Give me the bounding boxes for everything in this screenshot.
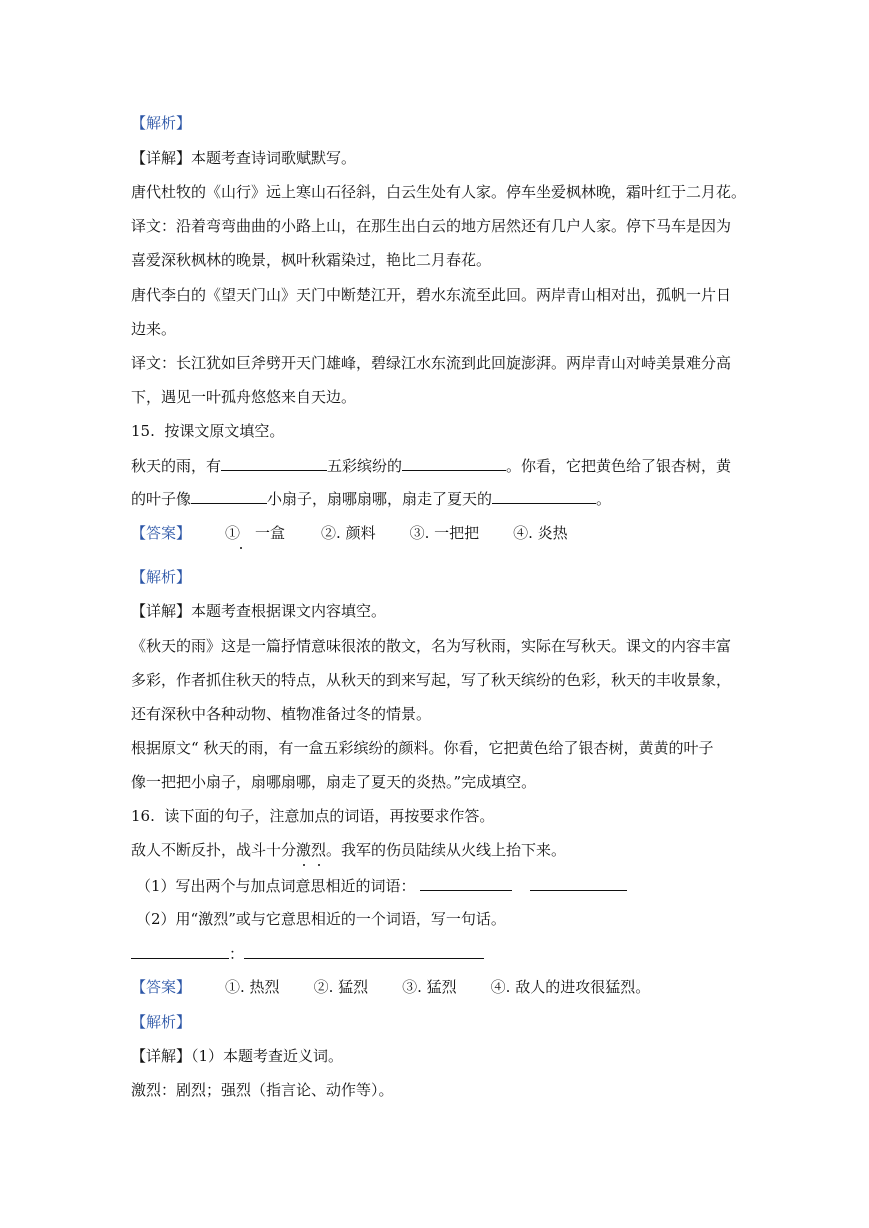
answer-blank[interactable] (530, 875, 627, 891)
answer-blank[interactable] (131, 943, 229, 959)
question-16-sentence (131, 840, 566, 860)
poem1-line: 唐代杜牧的《山行》远上寒山石径斜，白云生处有人家。停车坐爱枫林晚，霜叶红于二月花。 (131, 183, 747, 201)
detail-label: 【详解】 (131, 602, 192, 620)
analysis-label-1: 【解析】 (131, 114, 192, 132)
detail-text: 本题考查根据课文内容填空。 (191, 602, 387, 620)
answer-blank[interactable] (420, 875, 512, 891)
question-15-fill-line (131, 488, 611, 509)
fill-blank[interactable] (191, 488, 267, 504)
answer-option: ②. 猛烈 (313, 978, 369, 996)
fill-text: 的叶子像 (131, 490, 192, 508)
answer-row-16 (131, 977, 650, 997)
answer-option: ① 一盒 (225, 524, 286, 542)
poem2-line: 边来。 (131, 320, 177, 338)
answer-label: 【答案】 (131, 978, 192, 996)
answer-label: 【答案】 (131, 524, 192, 542)
analysis-label-3: 【解析】 (131, 1013, 192, 1031)
poem2-translation-line: 译文：长江犹如巨斧劈开天门雄峰，碧绿江水东流到此回旋澎湃。两岸青山对峙美景难分高 (131, 354, 732, 372)
fill-text: 秋天的雨，有 (131, 457, 222, 475)
poem2-translation-line: 下，遇见一叶孤舟悠悠来自天边。 (131, 388, 357, 406)
detail-label: 【详解】 (131, 149, 192, 167)
sentence-write-line (131, 943, 484, 964)
question-number: 15. (131, 422, 155, 440)
sentence-text: 敌人不断反扑，战斗十分 (131, 841, 297, 859)
detail-paragraph-2 (131, 601, 386, 621)
fill-blank[interactable] (221, 455, 327, 471)
detail-paragraph-3 (131, 1046, 343, 1066)
analysis-label-2: 【解析】 (131, 568, 192, 586)
answer-option: ②. 颜料 (321, 524, 376, 542)
subquestion-2: （2）用“激烈”或与它意思相近的一个词语，写一句话。 (136, 910, 506, 928)
colon: ： (229, 945, 245, 963)
fill-text: 小扇子，扇哪扇哪，扇走了夏天的 (267, 490, 493, 508)
poem2-line: 唐代李白的《望天门山》天门中断楚江开，碧水东流至此回。两岸青山相对出，孤帆一片日 (131, 286, 732, 304)
answer-option: ③. 一把把 (409, 524, 480, 542)
detail-paragraph-1 (131, 148, 356, 168)
question-15-stem (131, 421, 284, 441)
detail-text: （1）本题考查近义词。 (191, 1047, 344, 1065)
explain-line: 还有深秋中各种动物、植物准备过冬的情景。 (131, 705, 432, 723)
detail-text: 本题考查诗词歌赋默写。 (191, 149, 357, 167)
fill-text: 五彩缤纷的 (327, 457, 403, 475)
question-text: 读下面的句子，注意加点的词语，再按要求作答。 (164, 807, 495, 825)
poem1-translation-line: 喜爱深秋枫林的晚景，枫叶秋霜染过，艳比二月春花。 (131, 251, 492, 269)
answer-option: ①. 热烈 (225, 978, 280, 996)
fill-text: 。你看，它把黄色给了银杏树，黄 (506, 457, 732, 475)
explain-line: 多彩，作者抓住秋天的特点，从秋天的到来写起，写了秋天缤纷的色彩，秋天的丰收景象， (131, 671, 732, 689)
explain-line: 《秋天的雨》这是一篇抒情意味很浓的散文，名为写秋雨，实际在写秋天。课文的内容丰富 (131, 637, 732, 655)
stray-dot-mark (240, 547, 242, 549)
sentence-text: 。我军的伤员陆续从火线上抬下来。 (326, 841, 567, 859)
dotted-word-char: 烈 (311, 841, 327, 859)
fill-blank[interactable] (402, 455, 506, 471)
explain-line: 激烈：剧烈；强烈（指言论、动作等）。 (131, 1081, 394, 1099)
subquestion-1 (136, 875, 627, 896)
answer-option: ③. 猛烈 (402, 978, 457, 996)
question-16-stem (131, 806, 494, 826)
fill-text: 。 (596, 490, 612, 508)
question-text: 按课文原文填空。 (164, 422, 285, 440)
original-text-line: 根据原文“ 秋天的雨，有一盒五彩缤纷的颜料。你看，它把黄色给了银杏树，黄黄的叶子 (131, 739, 714, 757)
poem1-translation-line: 译文：沿着弯弯曲曲的小路上山，在那生出白云的地方居然还有几户人家。停下马车是因为 (131, 217, 732, 235)
question-15-fill-line (131, 455, 731, 476)
detail-label: 【详解】 (131, 1047, 192, 1065)
answer-option: ④. 敌人的进攻很猛烈。 (490, 978, 651, 996)
fill-blank[interactable] (492, 488, 596, 504)
original-text-line: 像一把把小扇子，扇哪扇哪，扇走了夏天的炎热。”完成填空。 (131, 773, 537, 791)
subquestion-text: （1）写出两个与加点词意思相近的词语： (136, 877, 416, 895)
answer-option: ④. 炎热 (513, 524, 568, 542)
dotted-word-char: 激 (296, 841, 312, 859)
question-number: 16. (131, 807, 155, 825)
answer-row-15 (131, 523, 568, 543)
answer-blank[interactable] (244, 943, 484, 959)
